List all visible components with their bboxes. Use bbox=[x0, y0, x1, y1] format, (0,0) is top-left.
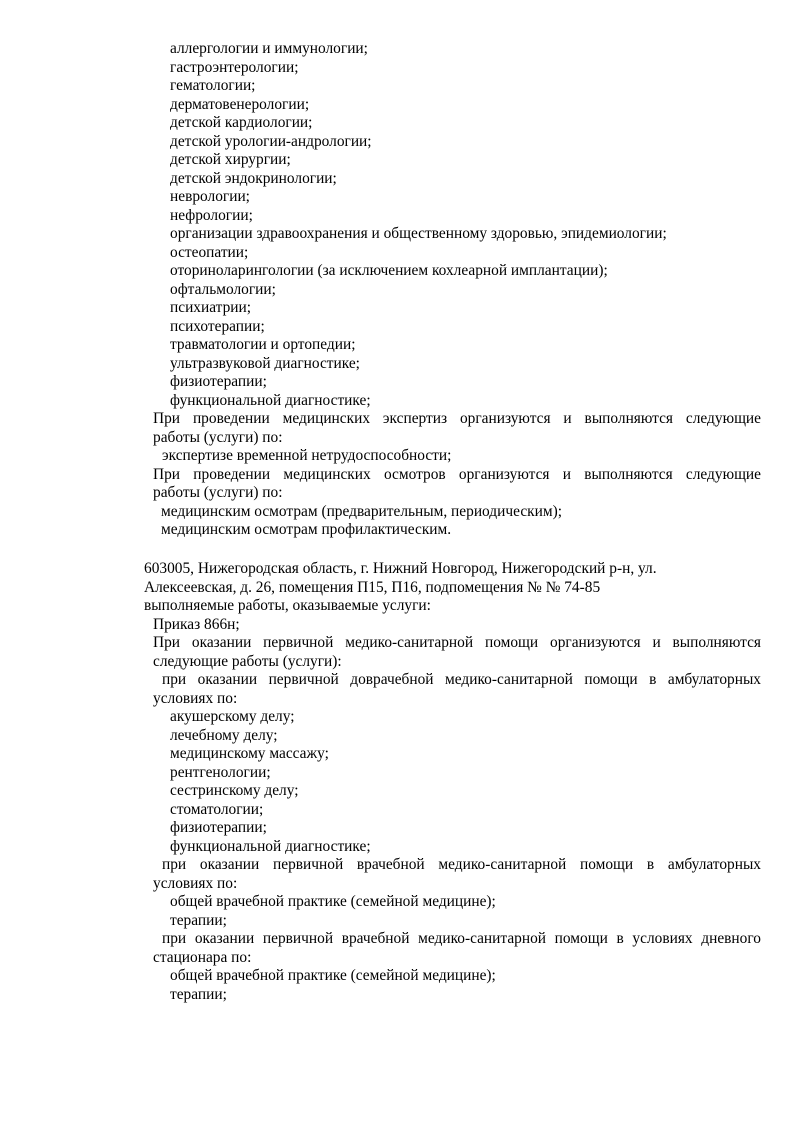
prevrach-item: сестринскому делу; bbox=[170, 782, 299, 799]
specialty-item: организации здравоохранения и общественному здоровью, эпидемиологии; bbox=[170, 225, 667, 242]
specialty-item: детской кардиологии; bbox=[170, 114, 313, 131]
specialty-item: оториноларингологии (за исключением кохлеарной имплантации); bbox=[170, 262, 608, 279]
specialty-item: травматологии и ортопедии; bbox=[170, 336, 356, 353]
specialty-item: психотерапии; bbox=[170, 317, 265, 335]
specialty-item: функциональной диагностике; bbox=[170, 391, 371, 409]
specialty-item: нефрологии; bbox=[170, 206, 253, 224]
specialty-item: офтальмологии; bbox=[170, 280, 276, 298]
primary-care-heading: При оказании первичной медико-санитарной помощи организуются и выполняются bbox=[153, 634, 761, 651]
specialty-item: гематологии; bbox=[170, 77, 256, 94]
specialty-item: остеопатии; bbox=[170, 243, 249, 261]
prevrach-heading-cont: условиях по: bbox=[153, 689, 238, 707]
exams-item: медицинским осмотрам (предварительным, периодическим); bbox=[161, 502, 563, 520]
specialty-item: аллергологии и иммунологии; bbox=[170, 40, 368, 57]
exams-heading-cont: работы (услуги) по: bbox=[153, 484, 283, 501]
specialty-item: детской хирургии; bbox=[170, 151, 291, 168]
prevrach-item: функциональной диагностике; bbox=[170, 837, 371, 855]
specialty-item: ультразвуковой диагностике; bbox=[170, 354, 360, 372]
primary-care-heading-cont: следующие работы (услуги): bbox=[153, 652, 342, 670]
vrach-amb-heading: при оказании первичной врачебной медико-санитарной помощи в амбулаторных bbox=[162, 856, 761, 873]
exams-item: медицинским осмотрам профилактическим. bbox=[161, 521, 452, 538]
address-line: Алексеевская, д. 26, помещения П15, П16, подпомещения № № 74-85 bbox=[144, 578, 601, 596]
prevrach-item: стоматологии; bbox=[170, 800, 264, 818]
vrach-amb-heading-cont: условиях по: bbox=[153, 874, 238, 892]
services-label: выполняемые работы, оказываемые услуги: bbox=[144, 597, 431, 614]
prevrach-item: физиотерапии; bbox=[170, 819, 267, 836]
expertise-heading-cont: работы (услуги) по: bbox=[153, 428, 283, 446]
expertise-heading: При проведении медицинских экспертиз организуются и выполняются следующие bbox=[153, 410, 761, 427]
vrach-day-item: общей врачебной практике (семейной медицине); bbox=[170, 967, 496, 984]
specialty-item: дерматовенерологии; bbox=[170, 95, 310, 113]
specialty-item: детской урологии-андрологии; bbox=[170, 132, 372, 150]
vrach-day-item: терапии; bbox=[170, 985, 227, 1003]
order-reference: Приказ 866н; bbox=[153, 615, 240, 633]
specialty-item: детской эндокринологии; bbox=[170, 169, 337, 187]
prevrach-heading: при оказании первичной доврачебной медико-санитарной помощи в амбулаторных bbox=[162, 671, 761, 688]
prevrach-item: медицинскому массажу; bbox=[170, 745, 329, 762]
vrach-day-heading: при оказании первичной врачебной медико-санитарной помощи в условиях дневного bbox=[162, 930, 761, 947]
exams-heading: При проведении медицинских осмотров организуются и выполняются следующие bbox=[153, 465, 761, 483]
specialty-item: психиатрии; bbox=[170, 299, 252, 316]
prevrach-item: акушерскому делу; bbox=[170, 708, 295, 725]
specialty-item: неврологии; bbox=[170, 188, 250, 205]
expertise-item: экспертизе временной нетрудоспособности; bbox=[162, 447, 452, 464]
vrach-amb-item: терапии; bbox=[170, 911, 227, 929]
specialty-item: физиотерапии; bbox=[170, 373, 267, 390]
specialty-item: гастроэнтерологии; bbox=[170, 58, 299, 76]
vrach-day-heading-cont: стационара по: bbox=[153, 948, 252, 966]
prevrach-item: лечебному делу; bbox=[170, 726, 278, 744]
address-line: 603005, Нижегородская область, г. Нижний Новгород, Нижегородский р-н, ул. bbox=[144, 560, 657, 577]
prevrach-item: рентгенологии; bbox=[170, 763, 271, 781]
vrach-amb-item: общей врачебной практике (семейной медицине); bbox=[170, 893, 496, 910]
